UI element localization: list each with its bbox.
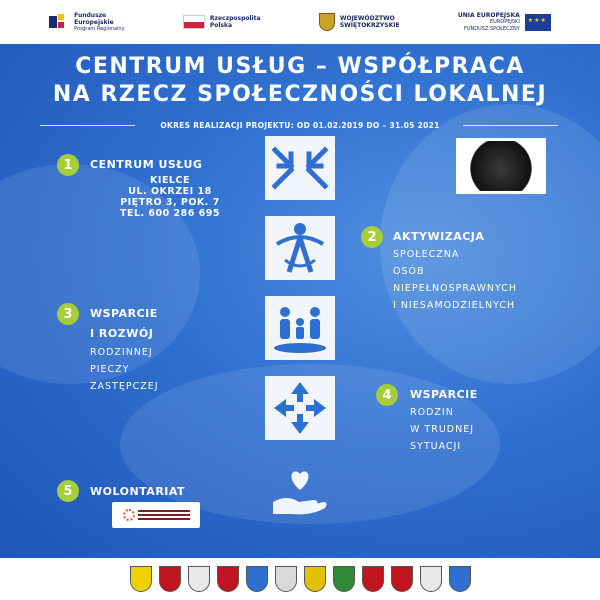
project-period: OKRES REALIZACJI PROJEKTU: OD 01.02.2019 DO – 31.05 2021 — [160, 121, 440, 130]
eu-flag-icon — [525, 14, 551, 31]
municipal-crests-bar — [0, 558, 600, 600]
crest-icon — [159, 566, 181, 592]
crest-icon — [391, 566, 413, 592]
arrows-inward-icon — [265, 136, 335, 200]
badge-5: 5 — [57, 480, 79, 502]
logo-unia-europejska: UNIA EUROPEJSKA EUROPEJSKI FUNDUSZ SPOŁECZNY ★★★ — [458, 12, 551, 33]
crest-icon — [449, 566, 471, 592]
crest-icon — [275, 566, 297, 592]
item-4-description: RODZIN W TRUDNEJ SYTUACJI — [410, 407, 474, 452]
title-line-2: NA RZECZ SPOŁECZNOŚCI LOKALNEJ — [52, 82, 548, 107]
logo-rzeczpospolita: Rzeczpospolita Polska — [183, 15, 261, 29]
crest-icon — [304, 566, 326, 592]
sun-icon — [123, 509, 135, 521]
polish-flag-icon — [183, 15, 205, 29]
item-2-heading: AKTYWIZACJA — [393, 230, 485, 243]
badge-2: 2 — [361, 226, 383, 248]
tile-volunteering — [265, 458, 335, 522]
crest-icon — [246, 566, 268, 592]
crest-icon — [362, 566, 384, 592]
crest-icon — [420, 566, 442, 592]
voivodeship-crest-icon — [319, 13, 335, 31]
logo-swietokrzyskie: WOJEWÓDZTWO ŚWIĘTOKRZYSKIE — [319, 13, 400, 31]
title-line-1: CENTRUM USŁUG – WSPÓŁPRACA — [75, 54, 525, 79]
item-5-heading: WOLONTARIAT — [90, 485, 186, 498]
badge-4: 4 — [376, 384, 398, 406]
crest-icon — [130, 566, 152, 592]
poster — [0, 44, 600, 558]
tile-support — [265, 376, 335, 440]
active-person-icon — [265, 216, 335, 280]
item-3-heading-line-2: I ROZWÓJ — [90, 327, 154, 340]
heart-hand-icon — [265, 458, 335, 522]
fe-mark-icon — [49, 14, 69, 30]
tile-family — [265, 296, 335, 360]
logo-photo — [456, 138, 546, 194]
tile-activation — [265, 216, 335, 280]
crest-icon — [217, 566, 239, 592]
item-1-heading: CENTRUM USŁUG — [90, 158, 203, 171]
badge-3: 3 — [57, 303, 79, 325]
logo-fundusze-europejskie: Fundusze Europejskie Program Regionalny — [49, 12, 124, 33]
item-4-heading: WSPARCIE — [410, 388, 478, 401]
family-icon — [265, 296, 335, 360]
centrum-wolontariatu-logo — [112, 502, 200, 528]
badge-1: 1 — [57, 154, 79, 176]
item-2-description: SPOŁECZNA OSÓB NIEPEŁNOSPRAWNYCH I NIESAMODZIELNYCH — [393, 249, 518, 311]
item-3-heading: WSPARCIE — [90, 307, 158, 320]
funding-logos-bar — [0, 0, 600, 44]
four-arrows-icon — [265, 376, 335, 440]
item-1-address: KIELCE UL. OKRZEI 18 PIĘTRO 3, POK. 7 TEL. 600 286 695 — [119, 175, 221, 219]
item-3-description: RODZINNEJ PIECZY ZASTĘPCZEJ — [90, 347, 159, 392]
crest-icon — [188, 566, 210, 592]
crest-icon — [333, 566, 355, 592]
tile-arrows-inward — [265, 136, 335, 200]
